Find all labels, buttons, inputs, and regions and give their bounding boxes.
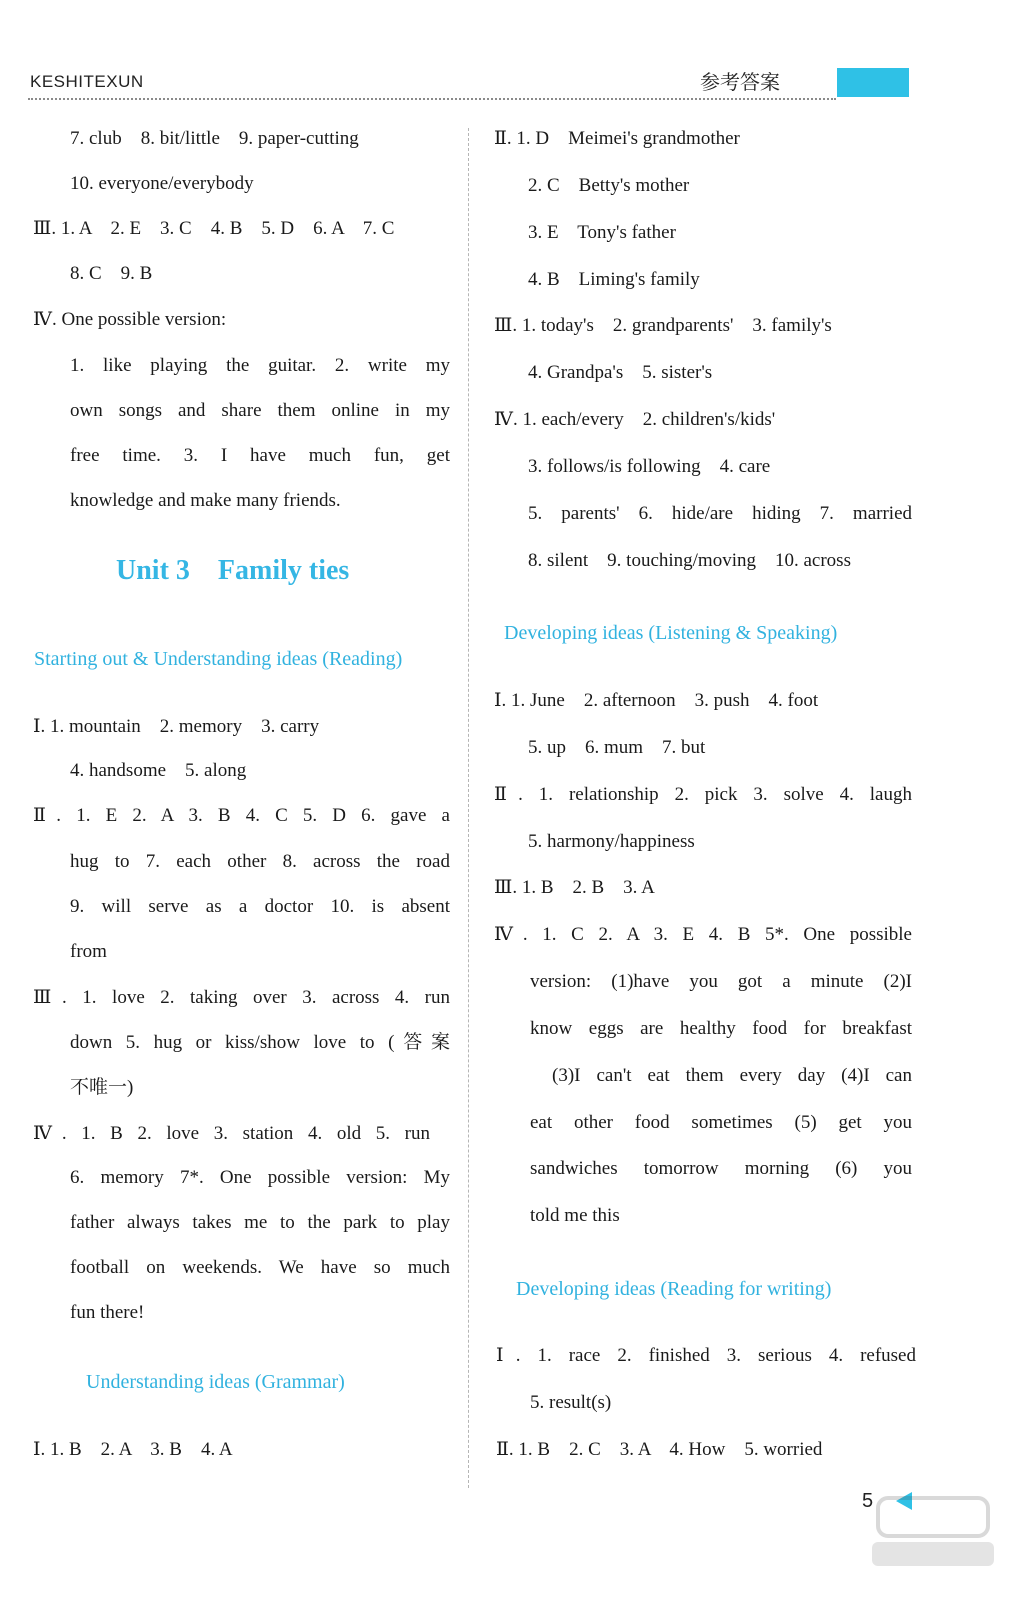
answer-line: 5. result(s) [530, 1392, 612, 1413]
answer-line: Ⅳ. 1. B 2. love 3. station 4. old 5. run [33, 1123, 430, 1144]
answer-line: Ⅲ. 1. today's 2. grandparents' 3. family's [494, 315, 832, 336]
answer-line: told me this [530, 1205, 620, 1226]
answer-line: hug to 7. each other 8. across the road [70, 851, 450, 872]
answer-line: 4. handsome 5. along [70, 760, 247, 781]
answer-line: from [70, 941, 107, 962]
answer-line: 4. Grandpa's 5. sister's [528, 362, 713, 383]
answer-line: 1. like playing the guitar. 2. write my [70, 355, 450, 376]
answer-line: Ⅳ. 1. each/every 2. children's/kids' [494, 409, 776, 430]
header-series-name: KESHITEXUN [30, 72, 144, 91]
answer-line: Ⅳ. 1. C 2. A 3. E 4. B 5*. One possible [494, 924, 912, 945]
answer-line: 5. up 6. mum 7. but [528, 737, 706, 758]
answer-line: Ⅳ. One possible version: [33, 309, 227, 330]
header-dotted-rule [28, 98, 836, 100]
answer-line: version: (1)have you got a minute (2)I [530, 971, 912, 992]
answer-line: football on weekends. We have so much [70, 1257, 450, 1278]
answer-line: 8. C 9. B [70, 263, 153, 284]
answer-line: Ⅲ. 1. love 2. taking over 3. across 4. run [33, 987, 450, 1008]
answer-line: 4. B Liming's family [528, 269, 700, 290]
answer-line: 9. will serve as a doctor 10. is absent [70, 896, 450, 917]
answer-line: 8. silent 9. touching/moving 10. across [528, 550, 851, 571]
answer-line: Ⅰ. 1. B 2. A 3. B 4. A [33, 1439, 233, 1460]
section-heading: Understanding ideas (Grammar) [86, 1371, 345, 1393]
answer-line: 3. follows/is following 4. care [528, 456, 771, 477]
answer-line: Ⅰ. 1. race 2. finished 3. serious 4. refused [496, 1345, 916, 1366]
column-divider [468, 128, 469, 1488]
answer-line: fun there! [70, 1302, 145, 1323]
answer-line: know eggs are healthy food for breakfast [530, 1018, 912, 1039]
page-number: 5 [862, 1490, 874, 1512]
unit-title: Unit 3 Family ties [116, 555, 350, 586]
answer-line: Ⅱ. 1. relationship 2. pick 3. solve 4. laugh [494, 784, 912, 805]
section-heading: Starting out & Understanding ideas (Reading) [34, 648, 403, 670]
answer-line: Ⅱ. 1. B 2. C 3. A 4. How 5. worried [496, 1439, 823, 1460]
answer-line: 5. parents' 6. hide/are hiding 7. married [528, 503, 912, 524]
answer-line: sandwiches tomorrow morning (6) you [530, 1158, 912, 1179]
answer-line: 7. club 8. bit/little 9. paper-cutting [70, 128, 359, 149]
answer-line: Ⅰ. 1. June 2. afternoon 3. push 4. foot [494, 690, 819, 711]
answer-line: Ⅲ. 1. A 2. E 3. C 4. B 5. D 6. A 7. C [33, 218, 395, 239]
answer-line: Ⅰ. 1. mountain 2. memory 3. carry [33, 716, 320, 737]
answer-line: father always takes me to the park to play [70, 1212, 450, 1233]
header-accent-bar [837, 68, 909, 97]
answer-line: own songs and share them online in my [70, 400, 450, 421]
answer-line: Ⅱ. 1. E 2. A 3. B 4. C 5. D 6. gave a [33, 805, 450, 826]
answer-line: Ⅲ. 1. B 2. B 3. A [494, 877, 655, 898]
answer-line: down 5. hug or kiss/show love to (答案 [70, 1032, 450, 1053]
answer-line: knowledge and make many friends. [70, 490, 341, 511]
answer-line: free time. 3. I have much fun, get [70, 445, 450, 466]
answer-line: 2. C Betty's mother [528, 175, 690, 196]
answer-line: 10. everyone/everybody [70, 173, 254, 194]
answer-line: 5. harmony/happiness [528, 831, 695, 852]
answer-line: 6. memory 7*. One possible version: My [70, 1167, 450, 1188]
answer-line: Ⅱ. 1. D Meimei's grandmother [494, 128, 740, 149]
answer-line: 不唯一) [70, 1077, 134, 1098]
answer-line: 3. E Tony's father [528, 222, 676, 243]
watermark-logo [868, 1490, 998, 1570]
header-section-title: 参考答案 [700, 70, 780, 94]
answer-line: (3)I can't eat them every day (4)I can [552, 1065, 912, 1086]
section-heading: Developing ideas (Reading for writing) [516, 1278, 832, 1300]
answer-line: eat other food sometimes (5) get you [530, 1112, 912, 1133]
section-heading: Developing ideas (Listening & Speaking) [504, 622, 838, 644]
